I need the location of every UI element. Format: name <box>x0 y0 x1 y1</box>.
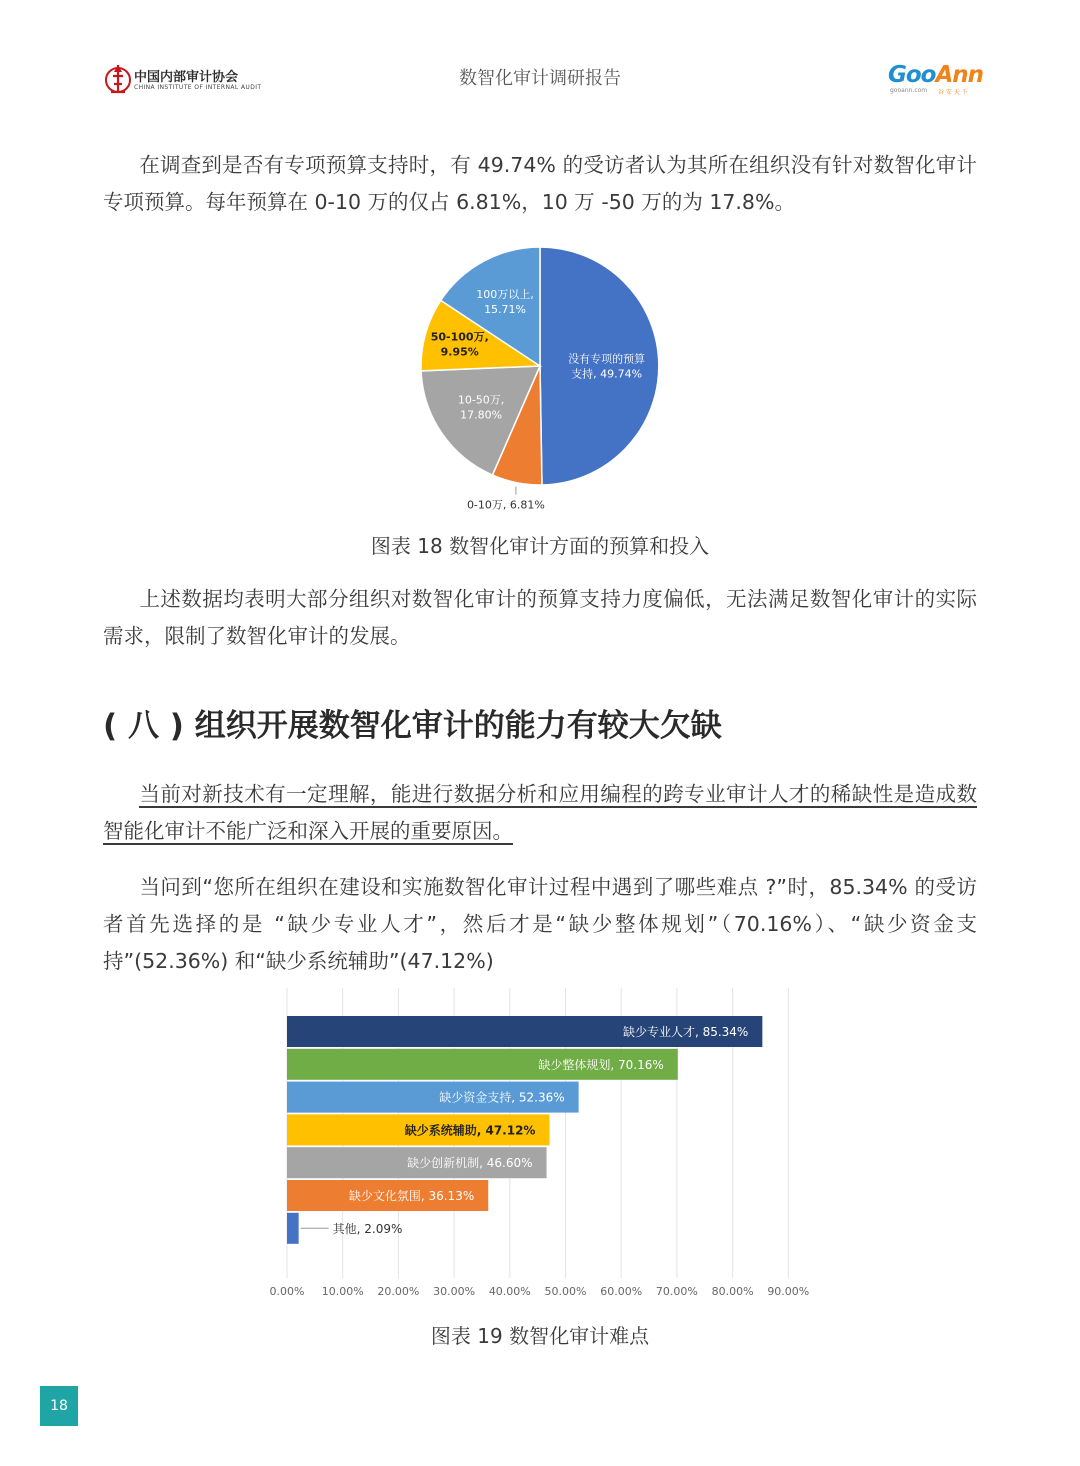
x-tick-label: 40.00% <box>488 1285 531 1298</box>
x-tick-label: 0.00% <box>269 1285 305 1298</box>
difficulty-bar-chart <box>250 980 830 1310</box>
budget-paragraph <box>103 147 977 221</box>
x-tick-label: 80.00% <box>711 1285 754 1298</box>
bar-label: 缺少资金支持, 52.36% <box>439 1090 565 1105</box>
gooann-logo <box>888 62 984 98</box>
talent-paragraph <box>103 776 977 850</box>
x-tick-label: 10.00% <box>321 1285 364 1298</box>
bar-label: 缺少创新机制, 46.60% <box>407 1156 533 1171</box>
gooann-wordmark <box>888 62 983 88</box>
difficulty-paragraph-text: 当问到“您所在组织在建设和实施数智化审计过程中遇到了哪些难点 ?”时，85.34% 的受访者首先选择的是 “缺少专业人才”，然后才是“缺少整体规划”（70.16%）、“缺少资金支持”(52.36%) 和“缺少系统辅助”(47.12%) <box>103 875 977 973</box>
x-tick-label: 90.00% <box>767 1285 810 1298</box>
page-header <box>0 0 1080 110</box>
budget-pie-chart <box>400 236 680 526</box>
figure-18-caption: 图表 18 数智化审计方面的预算和投入 <box>370 534 710 558</box>
pie-slice-label: 50-100万, 9.95% <box>430 330 489 359</box>
pie-slice-label: 没有专项的预算支持, 49.74% <box>568 352 646 381</box>
x-tick-label: 60.00% <box>600 1285 643 1298</box>
x-tick-label: 70.00% <box>655 1285 698 1298</box>
section-title: ( 八 ) 组织开展数智化审计的能力有较大欠缺 <box>103 708 722 744</box>
org-name-cn: 中国内部审计协会 <box>134 70 239 85</box>
talent-paragraph-text: 当前对新技术有一定理解，能进行数据分析和应用编程的跨专业审计人才的稀缺性是造成数智能化审计不能广泛和深入开展的重要原因。 <box>103 782 977 843</box>
pie-slice <box>540 247 659 485</box>
budget-paragraph-text: 在调查到是否有专项预算支持时，有 49.74% 的受访者认为其所在组织没有针对数智化审计专项预算。每年预算在 0-10 万的仅占 6.81%，10 万 -50 万的为 17.8%。 <box>103 153 977 214</box>
difficulty-paragraph <box>103 869 977 980</box>
bar-label: 缺少整体规划, 70.16% <box>538 1057 664 1072</box>
x-tick-label: 20.00% <box>377 1285 420 1298</box>
pie-slice-label: 0-10万, 6.81% <box>466 498 545 512</box>
x-tick-label: 50.00% <box>544 1285 587 1298</box>
conclusion-paragraph <box>103 581 977 655</box>
pie-slice-label: 100万以上, 15.71% <box>476 288 534 317</box>
gooann-domain: gooann.com <box>890 87 928 94</box>
conclusion-paragraph-text: 上述数据均表明大部分组织对数智化审计的预算支持力度偏低，无法满足数智化审计的实际需求，限制了数智化审计的发展。 <box>103 587 977 648</box>
bar-label: 缺少专业人才, 85.34% <box>622 1025 749 1039</box>
bar <box>287 1213 299 1244</box>
bar-label: 缺少系统辅助, 47.12% <box>404 1123 536 1138</box>
gooann-cn-name: 谷 安 天 下 <box>938 89 968 96</box>
logo-part-goo: Goo <box>888 62 936 88</box>
page-number: 18 <box>40 1386 78 1426</box>
pie-slice-label: 10-50万, 17.80% <box>457 393 505 422</box>
figure-19-caption: 图表 19 数智化审计难点 <box>430 1324 650 1348</box>
org-name-en: CHINA INSTITUTE OF INTERNAL AUDIT <box>134 84 262 91</box>
bar-label: 其他, 2.09% <box>332 1221 403 1236</box>
logo-part-ann: Ann <box>935 62 984 88</box>
bar-label: 缺少文化氛围, 36.13% <box>348 1189 475 1203</box>
x-tick-label: 30.00% <box>433 1285 476 1298</box>
report-title: 数智化审计调研报告 <box>459 68 621 89</box>
